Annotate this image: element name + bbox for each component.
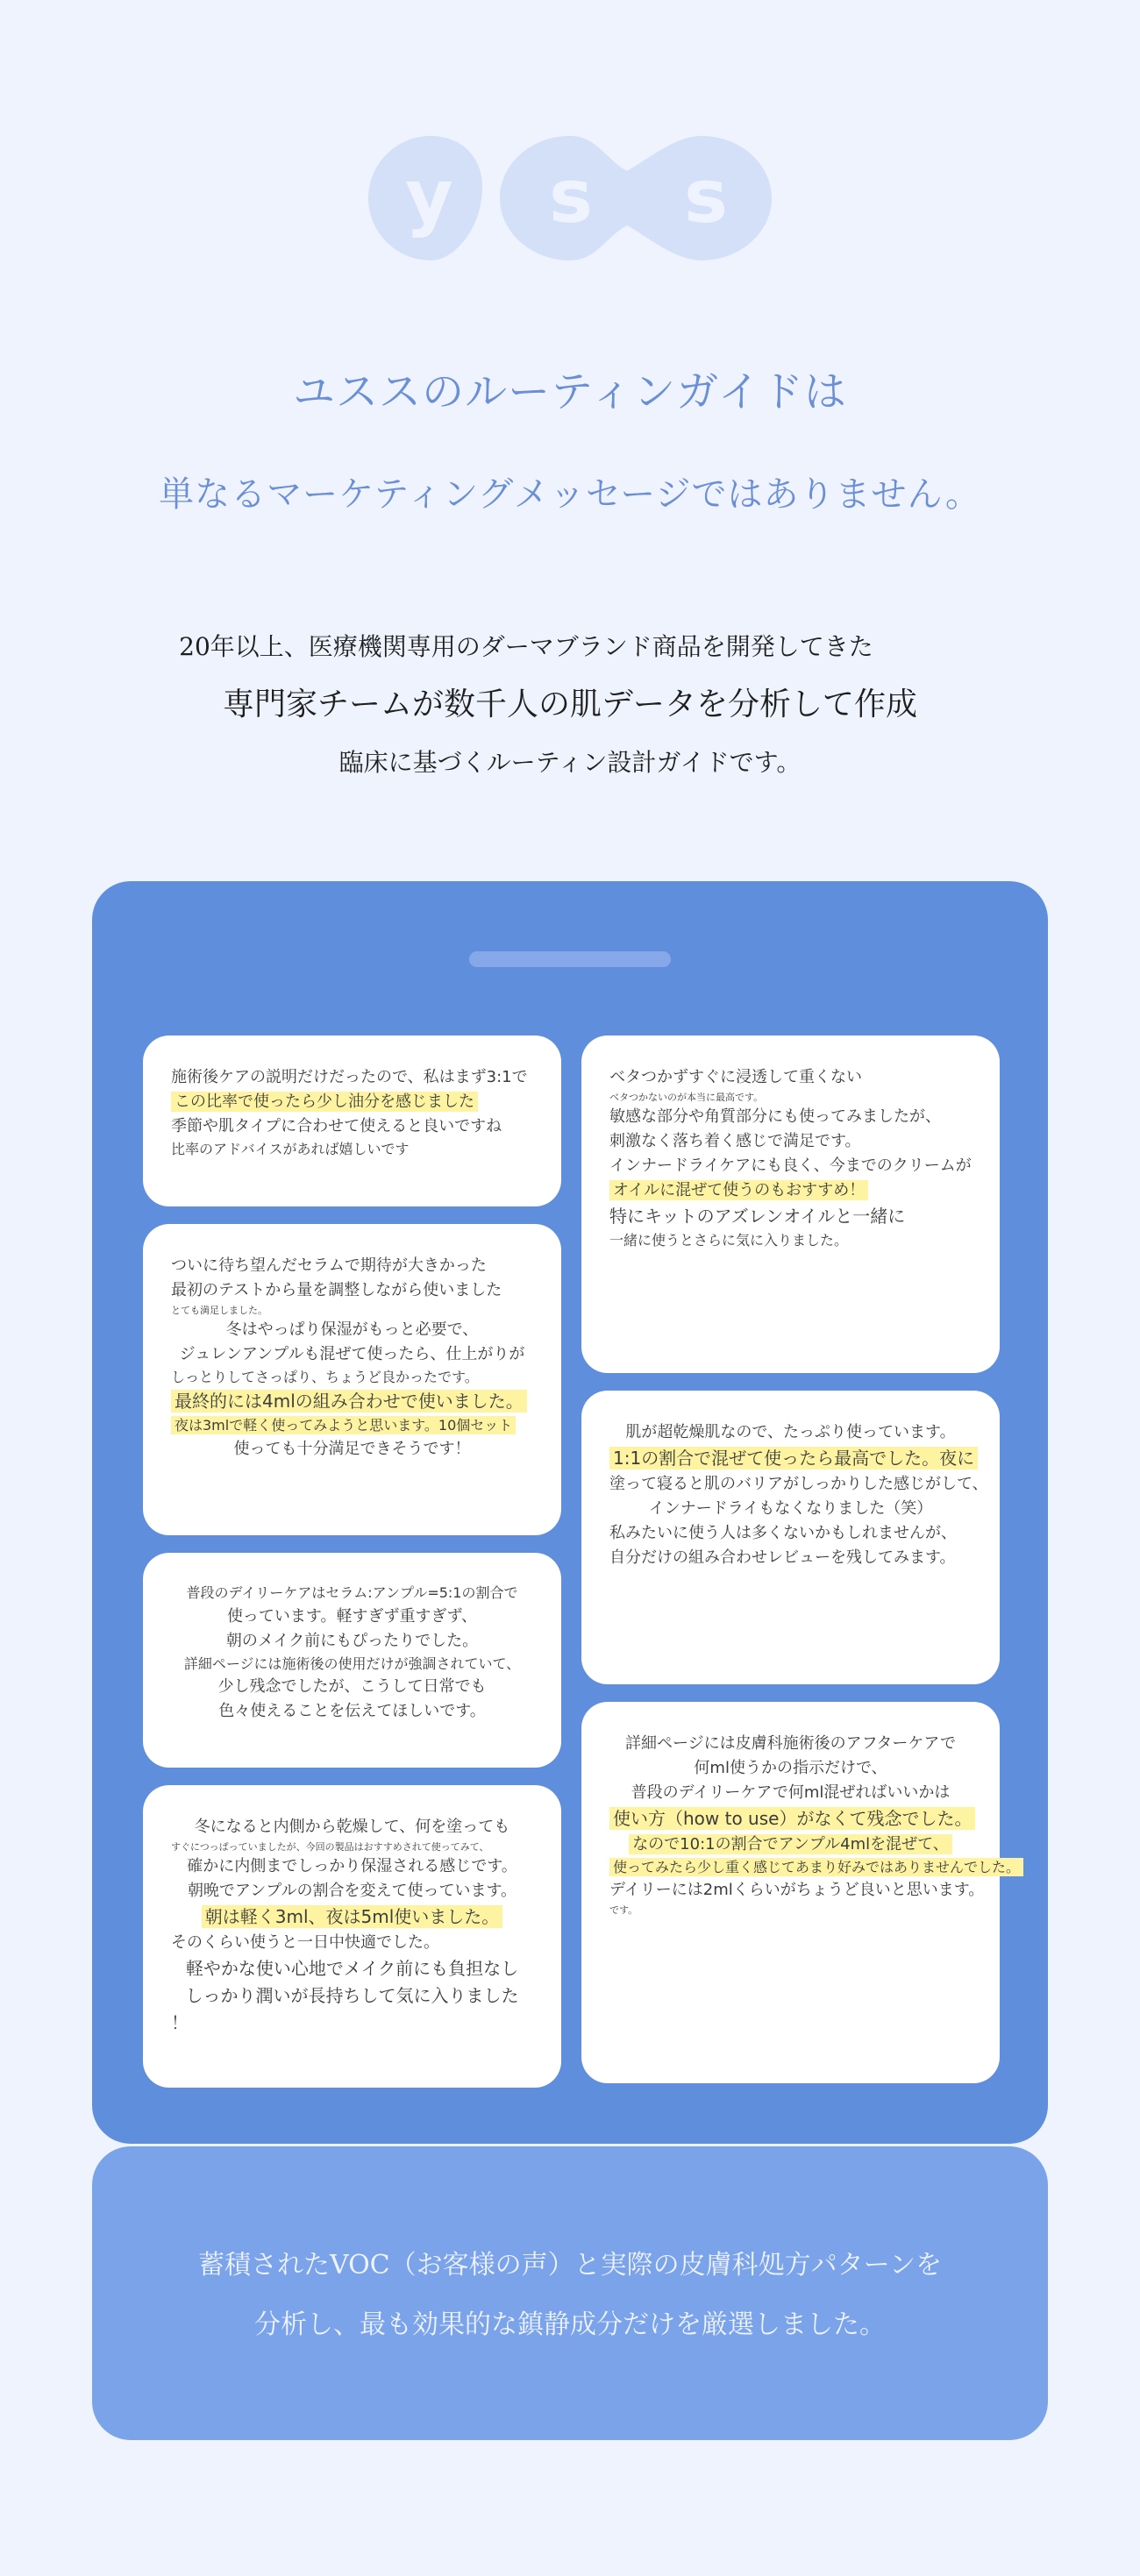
reviews-column-right bbox=[581, 1035, 1021, 2101]
review-line bbox=[171, 2010, 533, 2037]
review-text: 刺激なく落ち着く感じで満足です。 bbox=[609, 1131, 861, 1150]
review-text: 敏感な部分や角質部分にも使ってみましたが、 bbox=[609, 1107, 941, 1126]
review-line bbox=[171, 1367, 533, 1389]
intro-line-1: 20年以上、医療機関専用のダーマブランド商品を開発してきた bbox=[179, 632, 873, 661]
review-line bbox=[171, 1654, 533, 1676]
review-line bbox=[171, 1955, 533, 1982]
intro-line-3: 臨床に基づくルーティン設計ガイドです。 bbox=[338, 748, 802, 777]
reviews-panel bbox=[92, 881, 1048, 2144]
review-card bbox=[581, 1391, 1000, 1684]
intro-line-2: 専門家チームが数千人の肌データを分析して作成 bbox=[222, 687, 917, 722]
review-line bbox=[609, 1178, 972, 1203]
review-line bbox=[609, 1065, 972, 1090]
review-text-highlight: 最終的には4mlの組み合わせで使いました。 bbox=[171, 1390, 527, 1413]
panel-handle bbox=[469, 951, 671, 967]
review-text: 最初のテストから量を調整しながら使いました bbox=[171, 1280, 502, 1299]
review-text: 確かに内側までしっかり保湿される感じです。 bbox=[187, 1856, 517, 1875]
review-text: ついに待ち望んだセラムで期待が大きかった bbox=[171, 1256, 487, 1275]
review-line bbox=[171, 1437, 533, 1462]
review-line bbox=[609, 1781, 972, 1805]
review-line bbox=[171, 1254, 533, 1278]
review-line bbox=[171, 1839, 533, 1854]
review-line bbox=[609, 1203, 972, 1230]
review-line bbox=[171, 1583, 533, 1605]
review-line bbox=[171, 1931, 533, 1955]
review-line bbox=[171, 1139, 533, 1161]
summary-line-1: 蓄積されたVOC（お客様の声）と実際の皮膚科処方パターンを bbox=[197, 2250, 943, 2281]
review-card bbox=[143, 1035, 561, 1206]
review-text: そのくらい使うと一日中快適でした。 bbox=[171, 1932, 439, 1952]
review-line bbox=[171, 1342, 533, 1367]
review-line bbox=[171, 1278, 533, 1303]
review-card bbox=[143, 1553, 561, 1768]
review-line bbox=[609, 1805, 972, 1832]
review-text: 使っても十分満足できそうです！ bbox=[233, 1440, 471, 1459]
logo-letter-s2: s bbox=[684, 153, 728, 239]
review-line bbox=[609, 1129, 972, 1154]
review-line bbox=[609, 1857, 1021, 1879]
review-text-highlight: 1:1の割合で混ぜて使ったら最高でした。夜に bbox=[609, 1447, 978, 1469]
review-text: 色々使えることを伝えてほしいです。 bbox=[218, 1702, 486, 1721]
review-text: 比率のアドバイスがあれば嬉しいです bbox=[171, 1140, 410, 1157]
review-text: デイリーには2mlくらいがちょうど良いと思います。 bbox=[609, 1881, 985, 1900]
review-text: 塗って寝ると肌のバリアがしっかりした感じがして、 bbox=[609, 1474, 988, 1493]
review-text-highlight: 使い方（how to use）がなくて残念でした。 bbox=[609, 1807, 975, 1830]
review-text: しっとりしてさっぱり、ちょうど良かったです。 bbox=[171, 1368, 479, 1385]
review-line bbox=[171, 1605, 533, 1629]
review-text: 施術後ケアの説明だけだったので、私はまず3:1で bbox=[171, 1068, 528, 1086]
review-line bbox=[609, 1832, 972, 1857]
summary-line-2: 分析し、最も効果的な鎮静成分だけを厳選しました。 bbox=[254, 2309, 886, 2340]
review-text: ベタつかないのが本当に最高です。 bbox=[609, 1091, 764, 1103]
review-line bbox=[171, 1388, 533, 1415]
review-line bbox=[609, 1756, 972, 1781]
review-text: 特にキットのアズレンオイルと一緒に bbox=[609, 1205, 906, 1227]
review-text: すぐにつっぱっていましたが、今回の製品はおすすめされて使ってみて、 bbox=[171, 1840, 489, 1853]
review-line bbox=[609, 1878, 985, 1903]
review-card bbox=[581, 1702, 1021, 2083]
review-text: ベタつかずすぐに浸透して重くない bbox=[609, 1068, 862, 1086]
review-line bbox=[609, 1090, 972, 1105]
review-text: インナードライもなくなりました（笑） bbox=[648, 1498, 933, 1518]
review-text: インナードライケアにも良く、今までのクリームが bbox=[609, 1156, 972, 1175]
review-line bbox=[609, 1445, 975, 1472]
review-text: 詳細ページには皮膚科施術後のアフターケアで bbox=[625, 1734, 956, 1753]
review-card bbox=[143, 1785, 561, 2088]
review-line bbox=[609, 1230, 972, 1252]
review-line bbox=[171, 1675, 533, 1699]
review-card bbox=[581, 1035, 1000, 1373]
review-text: 朝晩でアンプルの割合を変えて使っています。 bbox=[187, 1881, 517, 1900]
review-line bbox=[171, 1982, 533, 2010]
review-text: 普段のデイリーケアはセラム:アンプル=5:1の割合で bbox=[186, 1584, 518, 1601]
review-text: 少し残念でしたが、こうして日常でも bbox=[217, 1677, 487, 1697]
review-text: 冬はやっぱり保湿がもっと必要で、 bbox=[225, 1320, 479, 1339]
review-text: ジュレンアンプルも混ぜて使ったら、仕上がりが bbox=[179, 1344, 525, 1363]
review-text-highlight: なので10:1の割合でアンプル4mlを混ぜて、 bbox=[629, 1834, 952, 1854]
review-line bbox=[171, 1415, 533, 1437]
review-line bbox=[609, 1154, 972, 1178]
review-line bbox=[171, 1629, 533, 1654]
review-line bbox=[171, 1303, 533, 1318]
review-text: 肌が超乾燥肌なので、たっぷり使っています。 bbox=[625, 1423, 956, 1441]
review-line bbox=[171, 1318, 533, 1342]
review-line bbox=[609, 1497, 972, 1521]
review-text: とても満足しました。 bbox=[171, 1304, 267, 1316]
review-line bbox=[609, 1903, 972, 1918]
review-line bbox=[171, 1815, 533, 1839]
summary-box bbox=[92, 2146, 1048, 2440]
review-line bbox=[171, 1699, 533, 1724]
review-text: 使っています。軽すぎず重すぎず、 bbox=[226, 1606, 478, 1626]
review-line bbox=[609, 1732, 972, 1756]
review-text: です。 bbox=[609, 1904, 638, 1917]
review-line bbox=[171, 1090, 533, 1114]
review-text: 冬になると内側から乾燥して、何を塗っても bbox=[194, 1818, 510, 1836]
headline-line-1: ユススのルーティンガイドは bbox=[293, 367, 847, 416]
review-line bbox=[609, 1521, 972, 1546]
review-line bbox=[171, 1065, 533, 1090]
yss-logo bbox=[368, 136, 772, 260]
review-text: 自分だけの組み合わせレビューを残してみます。 bbox=[609, 1548, 956, 1567]
review-line bbox=[171, 1879, 533, 1904]
review-text-highlight: 朝は軽く3ml、夜は5ml使いました。 bbox=[202, 1905, 503, 1928]
review-text: 何ml使うかの指示だけで、 bbox=[694, 1758, 887, 1777]
review-line bbox=[171, 1904, 533, 1931]
logo-letter-s1: s bbox=[549, 153, 593, 239]
review-text: 朝のメイク前にもぴったりでした。 bbox=[225, 1631, 479, 1650]
review-text: 詳細ページには施術後の使用だけが強調されていて、 bbox=[183, 1654, 521, 1672]
review-text: 軽やかな使い心地でメイク前にも負担なし bbox=[185, 1957, 519, 1979]
review-card bbox=[143, 1224, 561, 1535]
review-line bbox=[171, 1114, 533, 1139]
review-text-highlight: 夜は3mlで軽く使ってみようと思います。10個セット bbox=[171, 1416, 516, 1434]
review-line bbox=[609, 1472, 988, 1497]
review-text-highlight: この比率で使ったら少し油分を感じました bbox=[171, 1092, 478, 1112]
review-text: 季節や肌タイプに合わせて使えると良いですね bbox=[171, 1116, 502, 1135]
review-text: 一緒に使うとさらに気に入りました。 bbox=[609, 1231, 849, 1249]
reviews-column-left bbox=[143, 1035, 561, 2105]
review-line bbox=[609, 1105, 972, 1129]
review-text-highlight: 使ってみたら少し重く感じてあまり好みではありませんでした。 bbox=[609, 1858, 1023, 1876]
review-text: ！ bbox=[171, 2011, 189, 2033]
review-line bbox=[171, 1854, 533, 1879]
review-text: 普段のデイリーケアで何ml混ぜればいいかは bbox=[631, 1783, 951, 1802]
review-line bbox=[609, 1546, 972, 1570]
logo-letter-y: y bbox=[405, 153, 453, 239]
review-text: しっかり潤いが長持ちして気に入りました bbox=[185, 1984, 519, 2006]
review-text-highlight: オイルに混ぜて使うのもおすすめ！ bbox=[609, 1180, 868, 1200]
review-line bbox=[609, 1420, 972, 1445]
headline-line-2: 単なるマーケティングメッセージではありません。 bbox=[159, 474, 981, 515]
review-text: 私みたいに使う人は多くないかもしれませんが、 bbox=[609, 1523, 957, 1542]
